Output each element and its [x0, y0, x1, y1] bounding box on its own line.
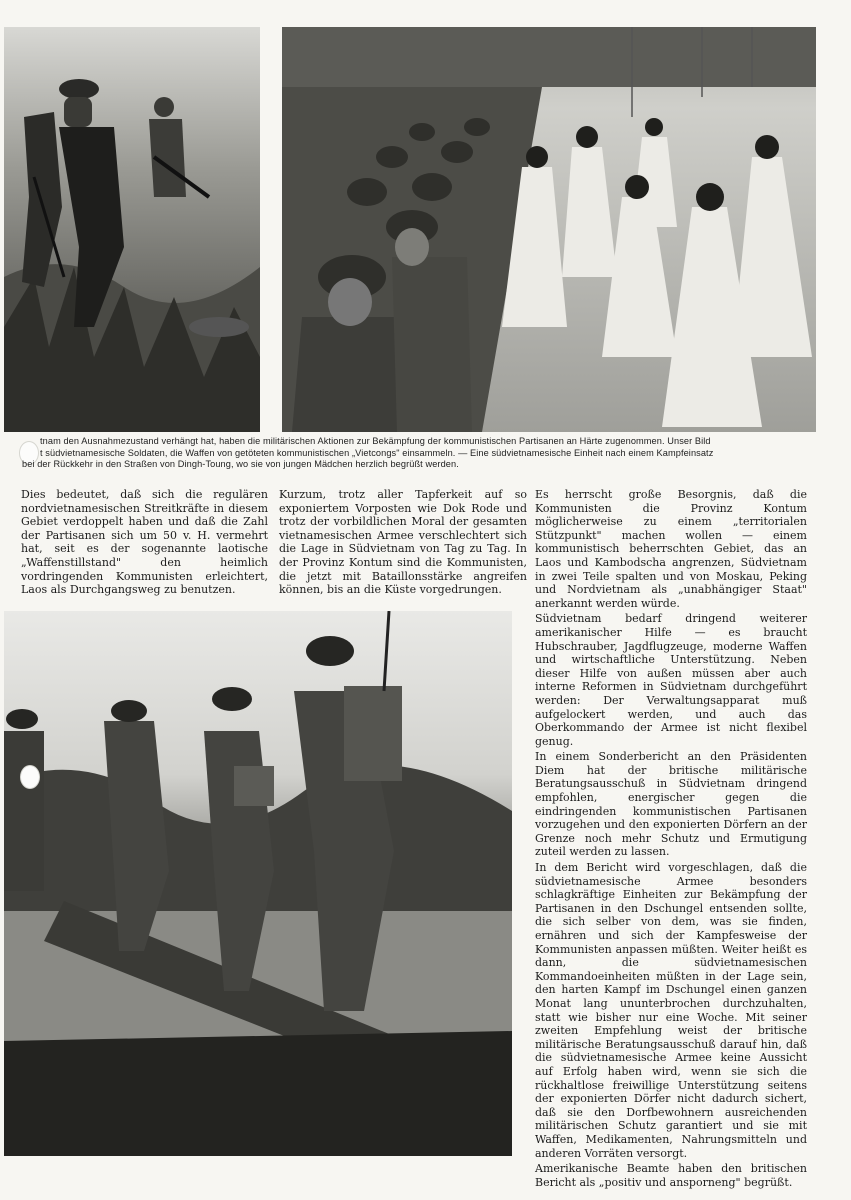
photo-caption [22, 436, 822, 471]
article-column-3 [535, 488, 807, 1189]
paragraph: Amerikanische Beamte haben den britischen Bericht als „positiv und ansporneng" begrüßt. [535, 1162, 807, 1189]
photo-log-bridge-crossing [4, 611, 512, 1156]
photo-parade-welcome [282, 27, 816, 432]
caption-line-2: t südvietnamesische Soldaten, die Waffen von getöteten kommunistischen „Vietcongs" einsammeln. — Eine südvietnamesische Einheit nach einem Kampfeinsatz [40, 447, 714, 458]
soldiers-crossing-log-bridge-photo [4, 611, 512, 1156]
paragraph: Es herrscht große Besorgnis, daß die Kommunisten die Provinz Kontum möglicherweise zu einem „territorialen Stützpunkt" machen wollen — einem kommunistisch beherrschten Gebiet, das an Laos und Kambodscha angrenzen, Südvietnam in zwei Teile spalten und von Moskau, Peking und Nordvietnam als „unabhängiger Staat" anerkannt werden würde. [535, 488, 807, 610]
parade-street-welcome-photo [282, 27, 816, 432]
article-column-2 [279, 488, 527, 597]
caption-line-3: bei der Rückkehr in den Straßen von Dingh-Toung, wo sie von jungen Mädchen herzlich begrüßt werden. [22, 459, 459, 469]
photo-soldiers-collecting-weapons [4, 27, 260, 432]
soldiers-collecting-weapons-photo [4, 27, 260, 432]
article-column-1 [21, 488, 268, 597]
paragraph: Dies bedeutet, daß sich die regulären nordvietnamesischen Streitkräfte in diesem Gebiet verdoppelt haben und daß die Zahl der Partisanen sich um 50 v. H. vermehrt hat, seit es der sogenannte laotische „Waffenstillstand" den heimlich vordringenden Kommunisten erleichtert, Laos als Durchgangsweg zu benutzen. [21, 488, 268, 597]
paragraph: In einem Sonderbericht an den Präsidenten Diem hat der britische militärische Beratungsausschuß in Südvietnam dringend empfohlen, energischer gegen die eindringenden kommunistischen Partisanen vorzugehen und den exponierten Dörfern an der Grenze noch mehr Schutz und Ermutigung zuteil werden zu lassen. [535, 750, 807, 859]
binder-hole [20, 765, 40, 789]
caption-line-1: tnam den Ausnahmezustand verhängt hat, haben die militärischen Aktionen zur Bekämpfung der kommunistischen Partisanen an Härte zugenommen. Unser Bild [40, 436, 711, 446]
paragraph: Südvietnam bedarf dringend weiterer amerikanischer Hilfe — es braucht Hubschrauber, Jagdflugzeuge, moderne Waffen und wirtschaftliche Unterstützung. Neben dieser Hilfe von außen müssen aber auch interne Reformen in Südvietnam durchgeführt werden: Der Verwaltungsapparat muß aufgelockert werden, und auch das Oberkommando der Armee ist nicht flexibel genug. [535, 612, 807, 748]
paragraph: In dem Bericht wird vorgeschlagen, daß die südvietnamesische Armee besonders schlagkräftige Einheiten zur Bekämpfung der Partisanen in den Dschungel entsenden sollte, die sich selber von dem, was sie finden, ernähren und sich der Kampfesweise der Kommunisten anpassen müßten. Weiter heißt es dann, die südvietnamesischen Kommandoeinheiten müßten in der Lage sein, den harten Kampf im Dschungel einen ganzen Monat lang ununterbrochen durchzuhalten, statt wie bisher nur eine Woche. Mit seiner zweiten Empfehlung weist der britische militärische Beratungsausschuß darauf hin, daß die südvietnamesische Armee keine Aussicht auf Erfolg haben wird, wenn sie sich die rückhaltlose freiwillige Unterstützung seitens der exponierten Dörfer nicht dadurch sichert, daß sie den Dorfbewohnern ausreichenden militärischen Schutz garantiert und sie mit Waffen, Medikamenten, Nahrungsmitteln und anderen Vorräten versorgt. [535, 861, 807, 1160]
paragraph: Kurzum, trotz aller Tapferkeit auf so exponiertem Vorposten wie Dok Rode und trotz der vorbildlichen Moral der gesamten vietnamesischen Armee verschlechtert sich die Lage in Südvietnam von Tag zu Tag. In der Provinz Kontum sind die Kommunisten, die jetzt mit Bataillonsstärke angreifen können, bis an die Küste vorgedrungen. [279, 488, 527, 597]
